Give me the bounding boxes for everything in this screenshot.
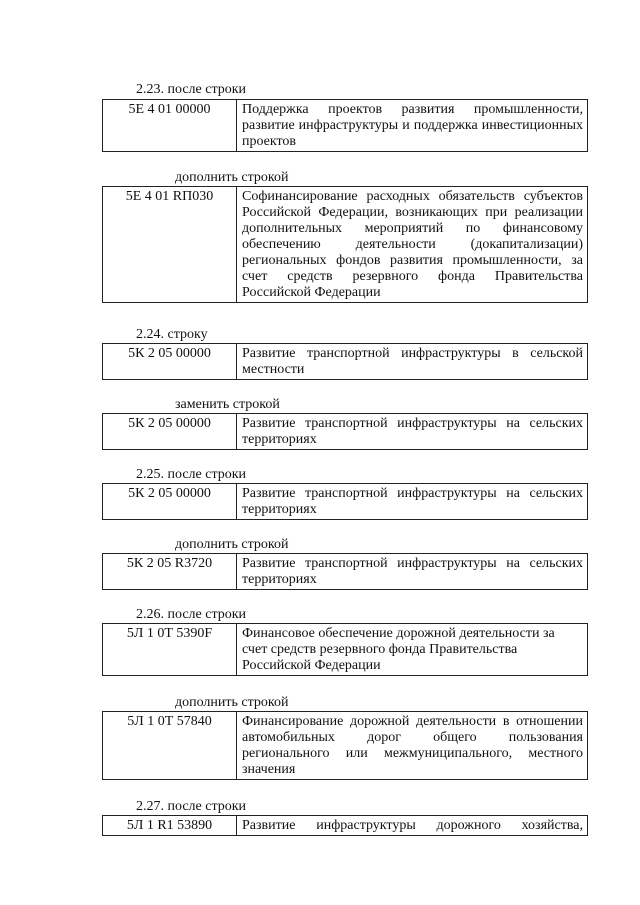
table-row xyxy=(102,99,588,152)
code-cell: 5К 2 05 00000 xyxy=(103,484,237,519)
table-row xyxy=(102,413,588,450)
table-row xyxy=(102,553,588,590)
table-row xyxy=(102,815,588,836)
description-cell: Развитие транспортной инфраструктуры на сельских территориях xyxy=(242,486,583,517)
description-cell: Развитие транспортной инфраструктуры на сельских территориях xyxy=(242,416,583,447)
description-cell: Финансирование дорожной деятельности в отношении автомобильных дорог общего пользования регионального или межмуниципального, местного значения xyxy=(242,714,583,777)
section-heading: 2.23. после строки xyxy=(136,82,247,97)
section-heading: дополнить строкой xyxy=(175,170,289,185)
section-heading: 2.24. строку xyxy=(136,327,208,342)
section-heading: 2.25. после строки xyxy=(136,467,247,482)
code-cell: 5Л 1 0Т 57840 xyxy=(103,712,237,779)
table-row xyxy=(102,711,588,780)
code-cell: 5К 2 05 00000 xyxy=(103,344,237,379)
section-heading: дополнить строкой xyxy=(175,695,289,710)
description-cell: Финансовое обеспечение дорожной деятельности за счет средств резервного фонда Правительства Российской Федерации xyxy=(242,626,555,673)
description-cell: Развитие инфраструктуры дорожного хозяйства, xyxy=(242,818,583,833)
code-cell: 5Е 4 01 00000 xyxy=(103,100,237,151)
description-cell: Поддержка проектов развития промышленности, развитие инфраструктуры и поддержка инвестиционных проектов xyxy=(242,102,583,149)
code-cell: 5Е 4 01 RП030 xyxy=(103,187,237,302)
table-row xyxy=(102,343,588,380)
table-row xyxy=(102,483,588,520)
description-cell: Развитие транспортной инфраструктуры в сельской местности xyxy=(242,346,583,377)
code-cell: 5Л 1 0Т 5390F xyxy=(103,624,237,675)
description-cell: Развитие транспортной инфраструктуры на сельских территориях xyxy=(242,556,583,587)
section-heading: заменить строкой xyxy=(175,397,280,412)
code-cell: 5К 2 05 00000 xyxy=(103,414,237,449)
code-cell: 5К 2 05 R3720 xyxy=(103,554,237,589)
description-cell: Софинансирование расходных обязательств субъектов Российской Федерации, возникающих при реализации дополнительных мероприятий по финансовому обеспечению деятельности (докапитализации) региональных фондов развития промышленности, за счет средств резервного фонда Правительства Российской Федерации xyxy=(242,189,583,300)
table-row xyxy=(102,186,588,303)
code-cell: 5Л 1 R1 53890 xyxy=(103,816,237,835)
section-heading: 2.27. после строки xyxy=(136,799,247,814)
section-heading: 2.26. после строки xyxy=(136,607,247,622)
table-row xyxy=(102,623,588,676)
section-heading: дополнить строкой xyxy=(175,537,289,552)
